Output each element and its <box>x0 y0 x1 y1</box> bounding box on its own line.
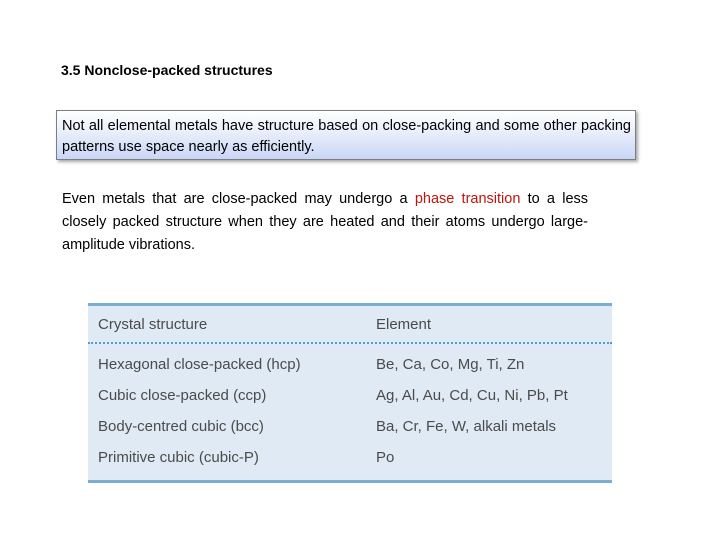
structure-cell: Hexagonal close-packed (hcp) <box>98 356 301 373</box>
element-cell: Ag, Al, Au, Cd, Cu, Ni, Pb, Pt <box>376 387 568 404</box>
element-cell: Po <box>376 449 395 466</box>
header-element: Element <box>376 316 432 333</box>
structure-cell: Body-centred cubic (bcc) <box>98 418 264 435</box>
body-paragraph <box>62 188 588 257</box>
phase-transition-term: phase transition <box>414 191 521 207</box>
callout-text: Not all elemental metals have structure based on close-packing and some other packing patterns use space nearly as efficiently. <box>62 118 631 155</box>
header-crystal-structure: Crystal structure <box>98 316 208 333</box>
crystal-structure-table <box>88 303 612 483</box>
table-row <box>88 449 612 479</box>
table-row <box>88 356 612 386</box>
table-row <box>88 387 612 417</box>
paragraph-text-end: to a less closely packed structure when they are heated and their atoms undergo large-amplitude vibrations. <box>62 191 589 253</box>
table-row <box>88 418 612 448</box>
element-cell: Ba, Cr, Fe, W, alkali metals <box>376 418 557 435</box>
callout-box <box>56 110 636 160</box>
element-cell: Be, Ca, Co, Mg, Ti, Zn <box>376 356 525 373</box>
structure-cell: Cubic close-packed (ccp) <box>98 387 267 404</box>
paragraph-text-start: Even metals that are close-packed may undergo a <box>62 191 415 207</box>
section-heading: 3.5 Nonclose-packed structures <box>61 62 273 78</box>
structure-cell: Primitive cubic (cubic-P) <box>98 449 259 466</box>
table-header-row <box>88 306 612 344</box>
